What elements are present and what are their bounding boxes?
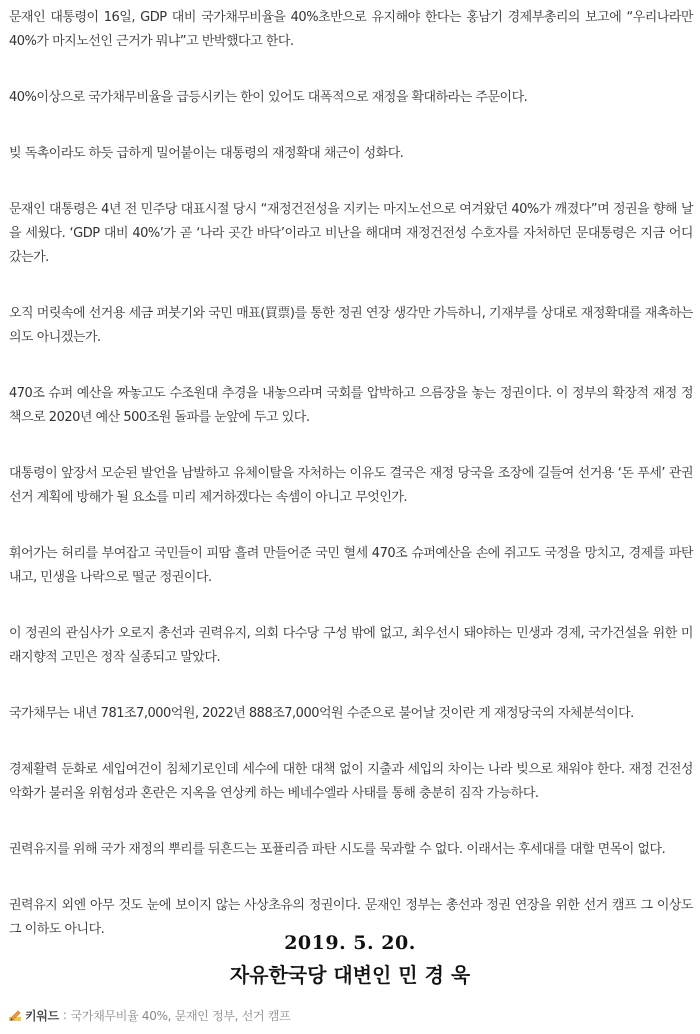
paragraph: 권력유지 외엔 아무 것도 눈에 보이지 않는 사상초유의 정권이다. 문재인 정부는 총선과 정권 연장을 위한 선거 캠프 그 이상도 그 이하도 아니다.: [9, 898, 693, 937]
paragraph: 문재인 대통령이 16일, GDP 대비 국가채무비율을 40%초반으로 유지해야 한다는 홍남기 경제부총리의 보고에 “우리나라만 40%가 마지노선인 근거가 뭐냐”고 반박했다고 한다.: [9, 10, 693, 49]
keywords-bar: [8, 1004, 290, 1026]
pencil-icon: [8, 1008, 22, 1022]
paragraph: 경제활력 둔화로 세입여건이 침체기로인데 세수에 대한 대책 없이 지출과 세입의 차이는 나라 빚으로 채워야 한다. 재정 건전성 악화가 불러올 위험성과 혼란은 지옥을 연상케 하는 베네수엘라 사태를 통해 충분히 짐작 가능하다.: [9, 762, 693, 801]
keywords-separator: :: [62, 1008, 67, 1022]
keywords-label: 키워드: [25, 1008, 59, 1023]
signature-date: 2019. 5. 20.: [284, 932, 416, 954]
paragraph: 문재인 대통령은 4년 전 민주당 대표시절 당시 “재정건전성을 지키는 마지노선으로 여겨왔던 40%가 깨졌다”며 정권을 향해 날을 세웠다. ‘GDP 대비 40%’가 곧 ‘나라 곳간 바닥’이라고 비난을 해대며 재정건전성 수호자를 자처하던 문대통령은 지금 어디 갔는가.: [9, 202, 693, 265]
signature-name: 자유한국당 대변인 민 경 욱: [229, 963, 471, 987]
paragraph: 국가채무는 내년 781조7,000억원, 2022년 888조7,000억원 수준으로 불어날 것이란 게 재정당국의 자체분석이다.: [9, 706, 634, 721]
paragraph: 권력유지를 위해 국가 재정의 뿌리를 뒤흔드는 포퓰리즘 파탄 시도를 묵과할 수 없다. 이래서는 후세대를 대할 면목이 없다.: [9, 842, 666, 857]
paragraph: 오직 머릿속에 선거용 세금 퍼붓기와 국민 매표(買票)를 통한 정권 연장 생각만 가득하니, 기재부를 상대로 재정확대를 재촉하는 의도 아니겠는가.: [9, 306, 693, 345]
paragraph: 이 정권의 관심사가 오로지 총선과 권력유지, 의회 다수당 구성 밖에 없고, 최우선시 돼야하는 민생과 경제, 국가건설을 위한 미래지향적 고민은 정작 실종되고 말았다.: [9, 626, 693, 665]
paragraph: 대통령이 앞장서 모순된 발언을 남발하고 유체이탈을 자처하는 이유도 결국은 재정 당국을 조장에 길들여 선거용 ‘돈 푸세’ 관권선거 계획에 방해가 될 요소를 미리 제거하겠다는 속셈이 아니고 무엇인가.: [9, 466, 693, 505]
paragraph: 빚 독촉이라도 하듯 급하게 밀어붙이는 대통령의 재정확대 채근이 성화다.: [9, 146, 404, 161]
article-body: [9, 6, 693, 974]
paragraph: 40%이상으로 국가채무비율을 급등시키는 한이 있어도 대폭적으로 재정을 확대하라는 주문이다.: [9, 90, 528, 105]
keywords-values: 국가채무비율 40%, 문재인 정부, 선거 캠프: [70, 1008, 291, 1023]
signature-block: [0, 930, 700, 990]
paragraph: 470조 슈퍼 예산을 짜놓고도 수조원대 추경을 내놓으라며 국회를 압박하고 으름장을 놓는 정권이다. 이 정부의 확장적 재정 정책으로 2020년 예산 500조원 돌파를 눈앞에 두고 있다.: [9, 386, 693, 425]
paragraph: 휘어가는 허리를 부여잡고 국민들이 피땀 흘려 만들어준 국민 혈세 470조 슈퍼예산을 손에 쥐고도 국정을 망치고, 경제를 파탄내고, 민생을 나락으로 떨군 정권이다.: [9, 546, 693, 585]
